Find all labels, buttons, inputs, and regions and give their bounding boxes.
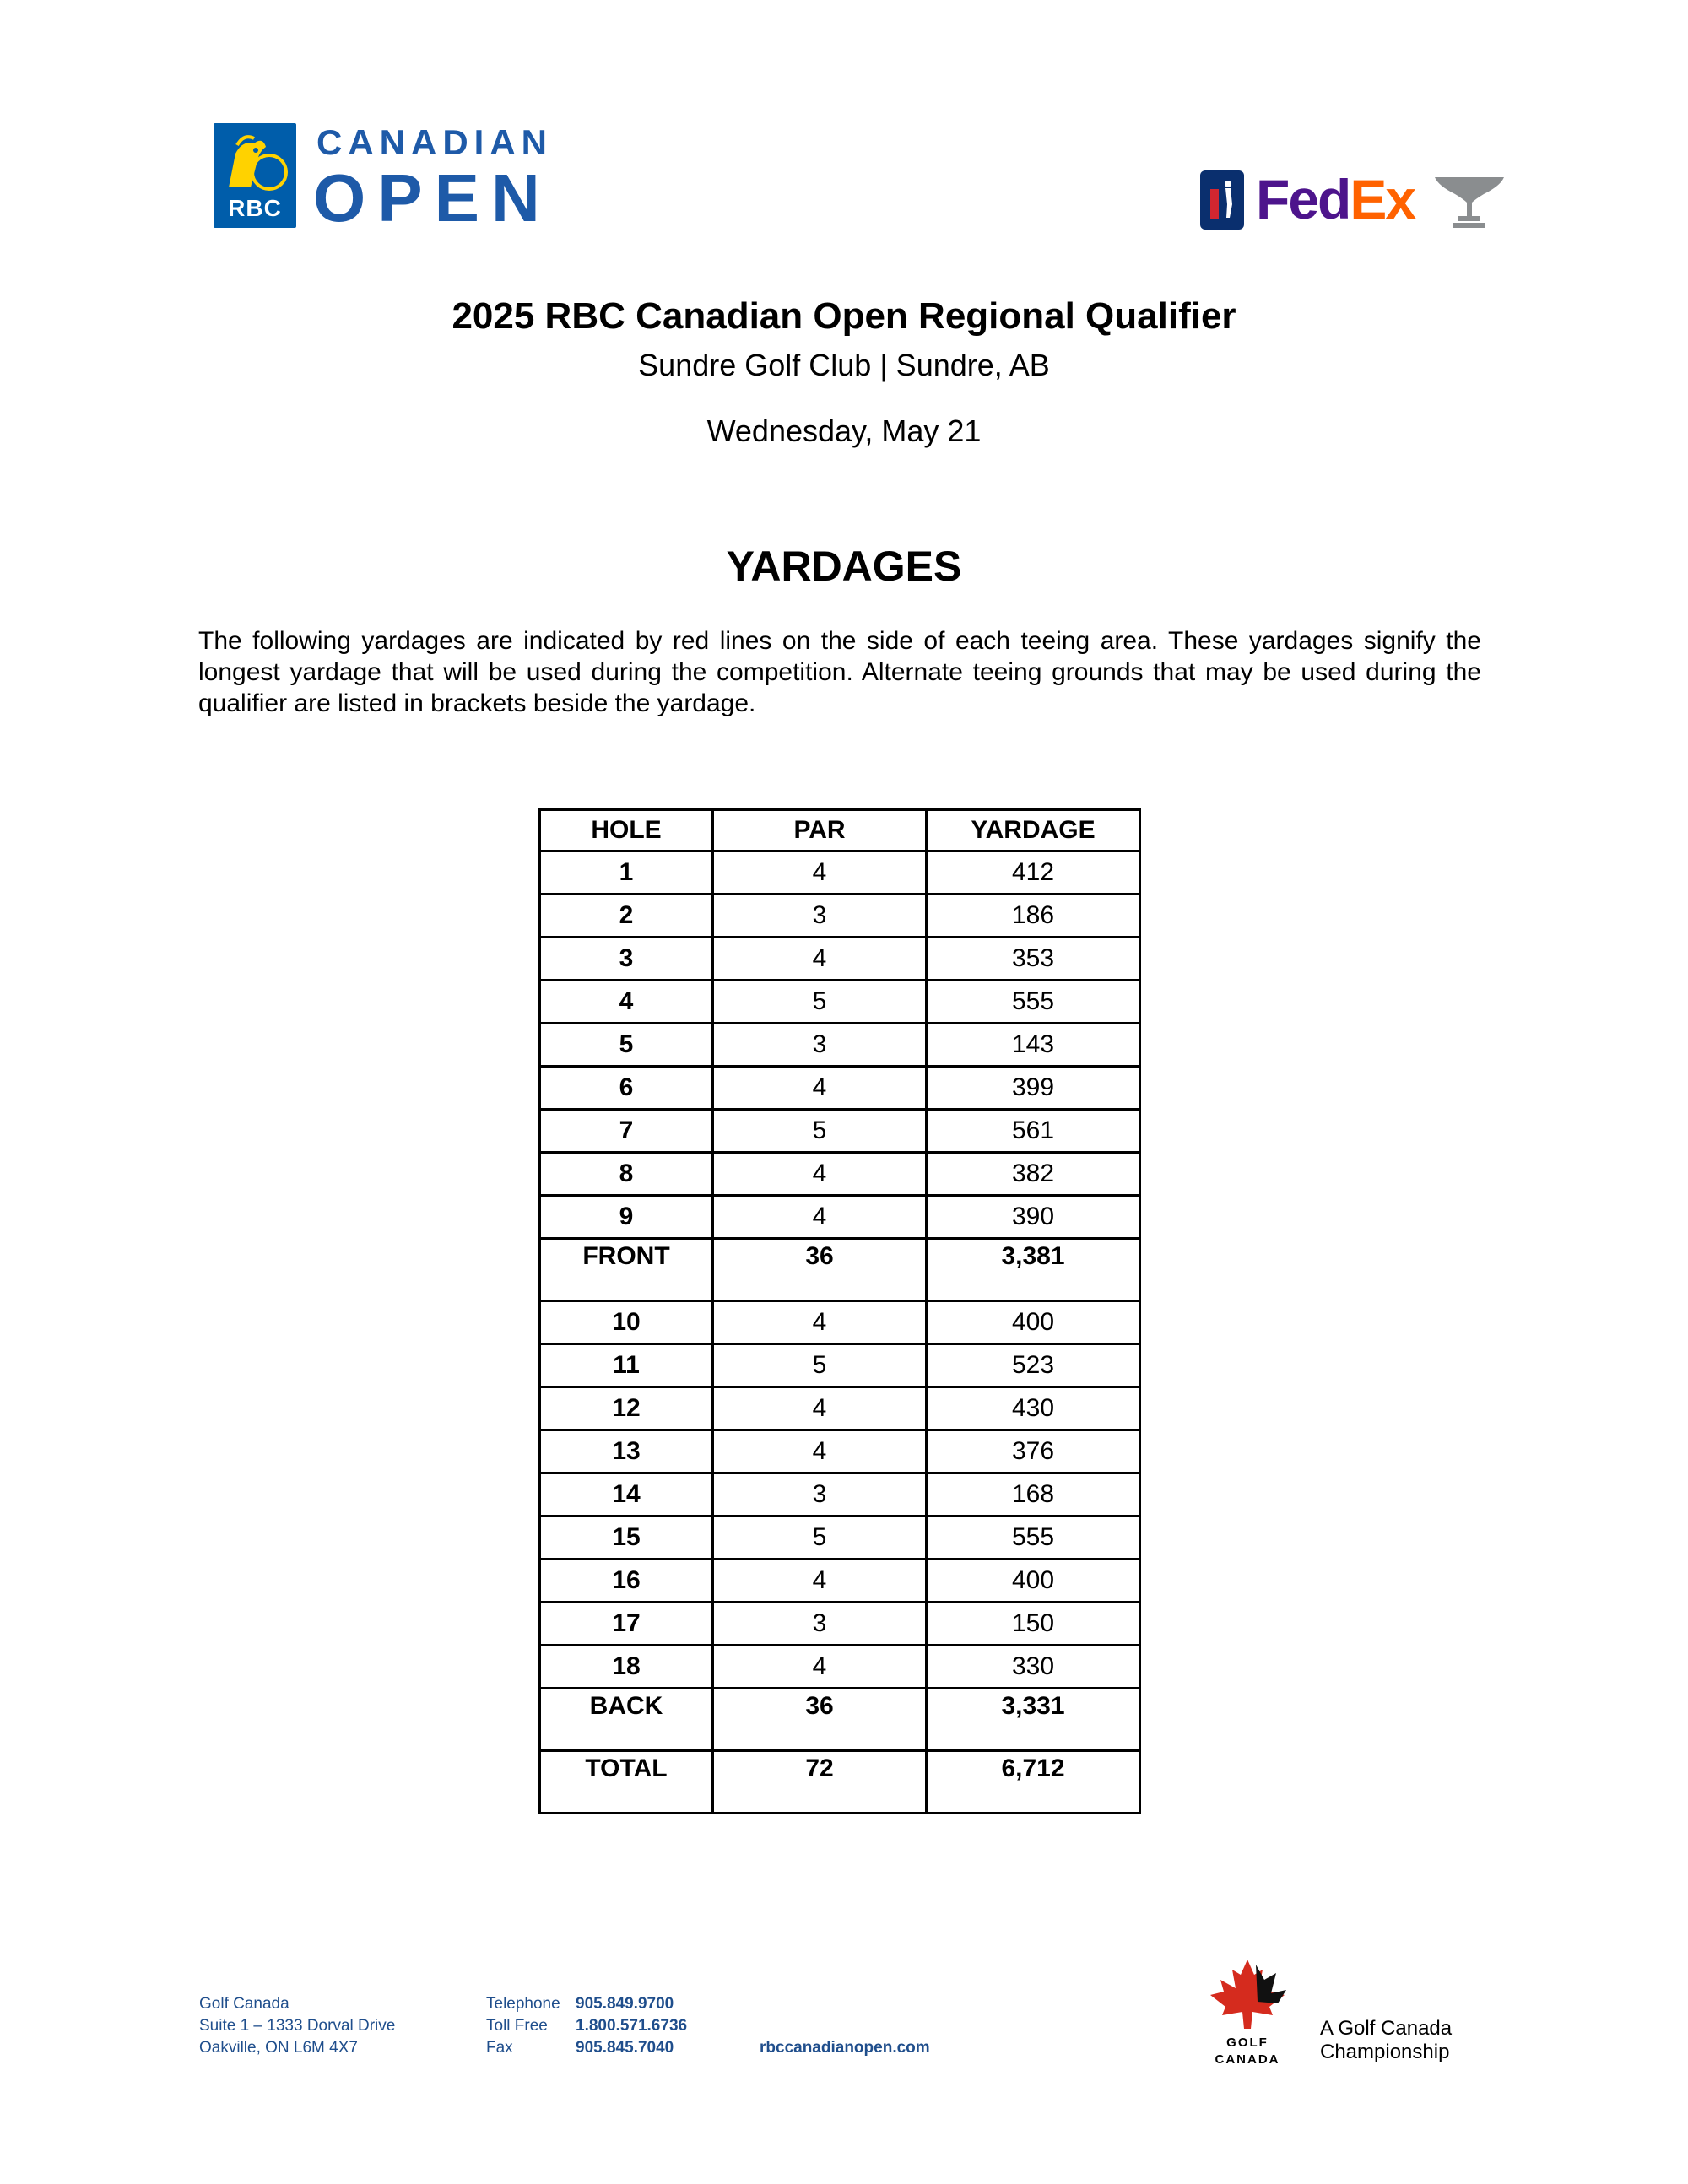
address-line: Suite 1 – 1333 Dorval Drive <box>199 2017 396 2035</box>
contact-fax <box>486 2037 687 2059</box>
hole-yardage: 143 <box>927 1024 1140 1067</box>
yardage-table <box>538 808 1141 1814</box>
address-line: Golf Canada <box>199 1995 289 2013</box>
hole-par: 3 <box>713 1603 927 1646</box>
hole-par: 4 <box>713 1196 927 1239</box>
hole-yardage: 399 <box>927 1067 1140 1110</box>
section-title: YARDAGES <box>726 543 962 590</box>
hole-number: 8 <box>540 1153 713 1196</box>
table-row <box>540 1603 1140 1646</box>
table-row <box>540 1024 1140 1067</box>
table-row <box>540 1067 1140 1110</box>
hole-number: 4 <box>540 981 713 1024</box>
fedex-fed: Fed <box>1256 168 1350 230</box>
hole-yardage: 400 <box>927 1301 1140 1344</box>
contact-label: Toll Free <box>486 2017 548 2035</box>
table-row <box>540 1387 1140 1430</box>
hole-par: 5 <box>713 981 927 1024</box>
contact-telephone <box>486 1993 687 2015</box>
hole-yardage: 150 <box>927 1603 1140 1646</box>
hole-number: 11 <box>540 1344 713 1387</box>
tagline-line-2: Championship <box>1320 2041 1450 2063</box>
header-par: PAR <box>713 810 927 851</box>
hole-number: 17 <box>540 1603 713 1646</box>
venue-subtitle: Sundre Golf Club | Sundre, AB <box>638 348 1050 382</box>
table-row <box>540 1473 1140 1516</box>
golf-canada-logo <box>1197 1956 1298 2074</box>
hole-par: 4 <box>713 1153 927 1196</box>
table-row <box>540 1646 1140 1689</box>
hole-number: 3 <box>540 938 713 981</box>
hole-number: 18 <box>540 1646 713 1689</box>
hole-par: 4 <box>713 1301 927 1344</box>
back-total-yardage: 3,331 <box>927 1689 1140 1751</box>
contact-label: Telephone <box>486 1995 560 2013</box>
maple-leaf-icon <box>1202 1956 1293 2030</box>
back-total-label: BACK <box>540 1689 713 1751</box>
page-title: 2025 RBC Canadian Open Regional Qualifier <box>452 295 1236 337</box>
rbc-shield-logo <box>214 123 296 228</box>
hole-number: 1 <box>540 851 713 895</box>
address-line: Oakville, ON L6M 4X7 <box>199 2039 358 2057</box>
rbc-word-canadian: CANADIAN <box>316 122 553 162</box>
table-row <box>540 1110 1140 1153</box>
table-row <box>540 1344 1140 1387</box>
hole-par: 5 <box>713 1344 927 1387</box>
hole-yardage: 400 <box>927 1560 1140 1603</box>
table-row <box>540 1560 1140 1603</box>
hole-yardage: 555 <box>927 981 1140 1024</box>
hole-yardage: 382 <box>927 1153 1140 1196</box>
front-total-label: FRONT <box>540 1239 713 1301</box>
grand-total-par: 72 <box>713 1751 927 1814</box>
rbc-canadian-open-logo <box>214 122 560 235</box>
back-total-row <box>540 1689 1140 1751</box>
hole-par: 4 <box>713 851 927 895</box>
contact-label: Fax <box>486 2039 513 2057</box>
front-total-yardage: 3,381 <box>927 1239 1140 1301</box>
hole-yardage: 330 <box>927 1646 1140 1689</box>
back-total-par: 36 <box>713 1689 927 1751</box>
hole-yardage: 555 <box>927 1516 1140 1560</box>
hole-yardage: 412 <box>927 851 1140 895</box>
hole-number: 13 <box>540 1430 713 1473</box>
hole-number: 5 <box>540 1024 713 1067</box>
hole-yardage: 430 <box>927 1387 1140 1430</box>
table-header-row <box>540 810 1140 851</box>
hole-number: 10 <box>540 1301 713 1344</box>
hole-par: 4 <box>713 1430 927 1473</box>
hole-yardage: 561 <box>927 1110 1140 1153</box>
intro-paragraph: The following yardages are indicated by red lines on the side of each teeing area. These yardages signify the longest yardage that will be used during the competition. Alternate teeing grounds that may be used during the qualifier are listed in brackets beside the yardage. <box>198 627 1481 717</box>
hole-par: 5 <box>713 1516 927 1560</box>
contact-value: 1.800.571.6736 <box>576 2017 688 2035</box>
golf-canada-bottom-text: CANADA <box>1215 2052 1280 2067</box>
table-row <box>540 1196 1140 1239</box>
hole-par: 4 <box>713 1646 927 1689</box>
pga-tour-badge-icon <box>1200 170 1244 230</box>
hole-yardage: 376 <box>927 1430 1140 1473</box>
hole-par: 4 <box>713 1387 927 1430</box>
table-row <box>540 851 1140 895</box>
hole-par: 4 <box>713 938 927 981</box>
hole-par: 3 <box>713 895 927 938</box>
contact-value: 905.845.7040 <box>576 2039 674 2057</box>
footer-address <box>199 1993 395 2059</box>
hole-par: 3 <box>713 1024 927 1067</box>
hole-number: 9 <box>540 1196 713 1239</box>
tagline-line-1: A Golf Canada <box>1320 2017 1453 2040</box>
table-row <box>540 895 1140 938</box>
trophy-icon <box>1433 174 1506 230</box>
rbc-word-open: OPEN <box>313 160 552 235</box>
hole-number: 6 <box>540 1067 713 1110</box>
hole-par: 4 <box>713 1560 927 1603</box>
hole-yardage: 168 <box>927 1473 1140 1516</box>
rbc-shield-text: RBC <box>219 196 291 221</box>
header-hole: HOLE <box>540 810 713 851</box>
grand-total-yardage: 6,712 <box>927 1751 1140 1814</box>
rbc-lion-icon <box>220 128 289 197</box>
golf-canada-top-text: GOLF <box>1226 2035 1269 2050</box>
table-row <box>540 938 1140 981</box>
table-row <box>540 1430 1140 1473</box>
table-row <box>540 1153 1140 1196</box>
hole-number: 16 <box>540 1560 713 1603</box>
contact-value: 905.849.9700 <box>576 1995 674 2013</box>
grand-total-row <box>540 1751 1140 1814</box>
grand-total-label: TOTAL <box>540 1751 713 1814</box>
event-date: Wednesday, May 21 <box>706 414 982 448</box>
footer-contacts <box>486 1993 687 2059</box>
hole-yardage: 523 <box>927 1344 1140 1387</box>
contact-toll-free <box>486 2015 687 2037</box>
hole-number: 14 <box>540 1473 713 1516</box>
golf-canada-championship-tagline <box>1320 2017 1452 2064</box>
table-row <box>540 1301 1140 1344</box>
hole-par: 4 <box>713 1067 927 1110</box>
fedex-cup-logo <box>1200 169 1504 233</box>
hole-number: 7 <box>540 1110 713 1153</box>
hole-number: 12 <box>540 1387 713 1430</box>
hole-par: 5 <box>713 1110 927 1153</box>
hole-number: 15 <box>540 1516 713 1560</box>
front-total-par: 36 <box>713 1239 927 1301</box>
fedex-wordmark <box>1256 167 1415 231</box>
table-row <box>540 1516 1140 1560</box>
hole-yardage: 186 <box>927 895 1140 938</box>
fedex-ex: Ex <box>1350 168 1415 230</box>
footer-website-link[interactable]: rbccanadianopen.com <box>760 2039 930 2057</box>
hole-yardage: 353 <box>927 938 1140 981</box>
hole-number: 2 <box>540 895 713 938</box>
table-row <box>540 981 1140 1024</box>
header-yardage: YARDAGE <box>927 810 1140 851</box>
hole-yardage: 390 <box>927 1196 1140 1239</box>
front-total-row <box>540 1239 1140 1301</box>
hole-par: 3 <box>713 1473 927 1516</box>
